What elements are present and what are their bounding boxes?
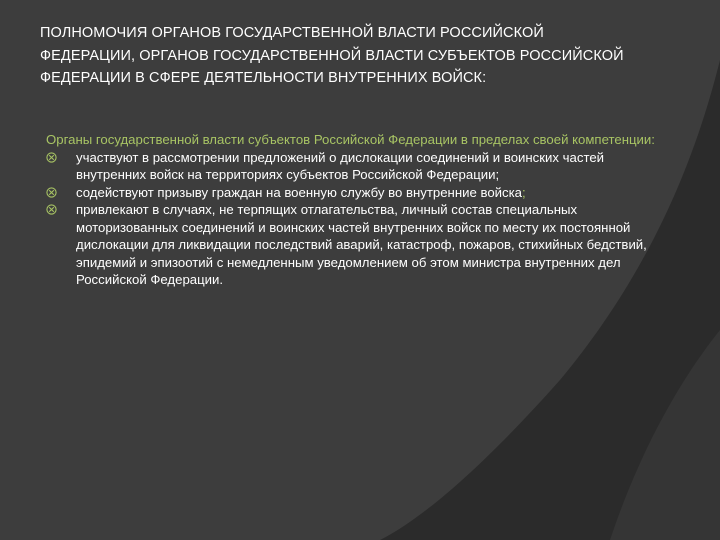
list-item-text: привлекают в случаях, не терпящих отлагательства, личный состав специальных моторизованных соединений и воинских частей внутренних войск по месту их постоянной дислокации для ликвидации последствий аварий, катастроф, пожаров, стихийных бедствий, эпидемий и эпизоотий с немедленным уведомлением об этом министра внутренних дел Российской Федерации. xyxy=(76,202,647,287)
bullet-list xyxy=(46,149,666,289)
circled-cross-icon xyxy=(46,152,57,163)
list-item xyxy=(46,184,666,202)
circled-cross-icon xyxy=(46,204,57,215)
list-item-text: участвуют в рассмотрении предложений о дислокации соединений и воинских частей внутренних войск на территориях субъектов Российской Федерации; xyxy=(76,149,605,182)
slide-title: ПОЛНОМОЧИЯ ОРГАНОВ ГОСУДАРСТВЕННОЙ ВЛАСТИ РОССИЙСКОЙ ФЕДЕРАЦИИ, ОРГАНОВ ГОСУДАРСТВЕННОЙ ВЛАСТИ СУБЪЕКТОВ РОССИЙСКОЙ ФЕДЕРАЦИИ В СФЕРЕ ДЕЯТЕЛЬНОСТИ ВНУТРЕННИХ ВОЙСК: xyxy=(40,25,624,86)
list-item xyxy=(46,201,666,289)
slide-body xyxy=(46,131,666,289)
list-item-text: содействуют призыву граждан на военную службу во внутренние войска xyxy=(76,184,523,200)
intro-text: Органы государственной власти субъектов Российской Федерации в пределах своей компетенции: xyxy=(46,132,655,147)
list-item xyxy=(46,149,666,184)
circled-cross-icon xyxy=(46,187,57,198)
list-item-suffix: ; xyxy=(522,184,526,200)
